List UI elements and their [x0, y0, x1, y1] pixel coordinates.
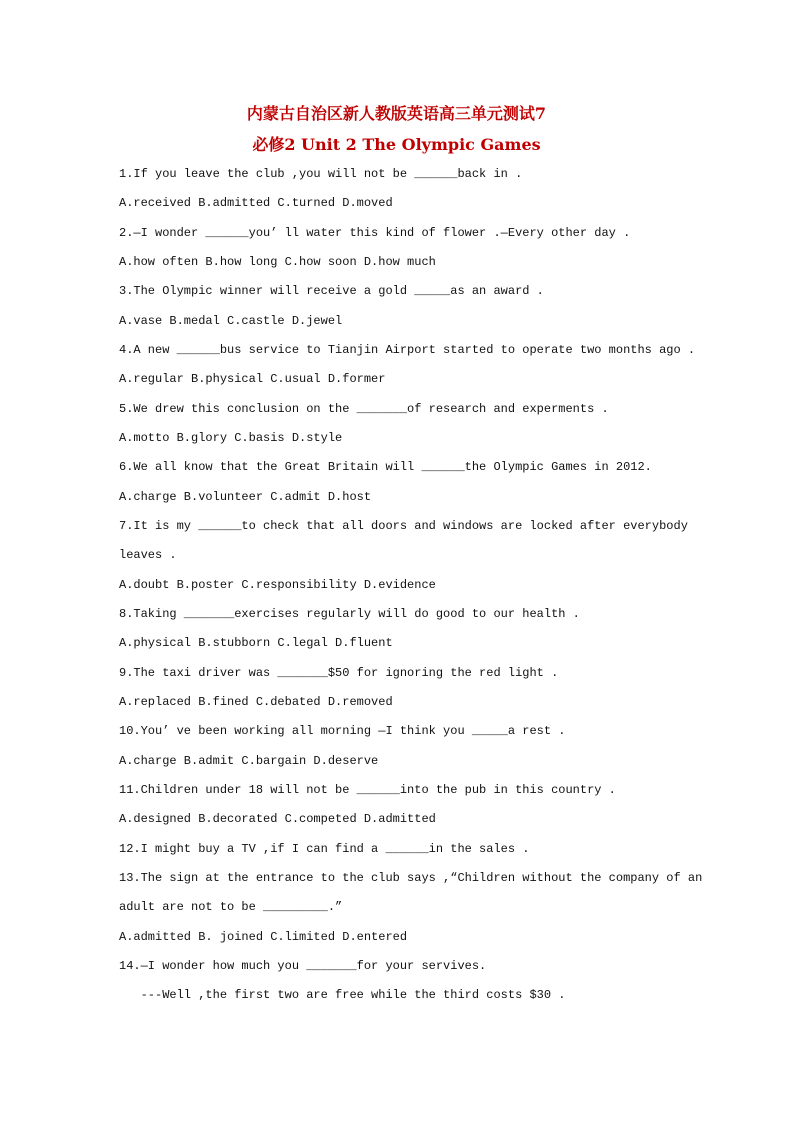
options-13: A.admitted B. joined C.limited D.entered: [119, 930, 408, 944]
question-13: 13.The sign at the entrance to the club says ,“Children without the company of an: [119, 871, 703, 885]
question-12: 12.I might buy a TV ,if I can find a ______in the sales .: [119, 842, 530, 856]
question-14: 14.—I wonder how much you _______for your servives.: [119, 959, 487, 973]
question-11: 11.Children under 18 will not be ______into the pub in this country .: [119, 783, 616, 797]
options-11: A.designed B.decorated C.competed D.admitted: [119, 812, 436, 826]
question-2: 2.—I wonder ______you’ ll water this kind of flower .—Every other day .: [119, 226, 631, 240]
question-7: 7.It is my ______to check that all doors and windows are locked after everybody: [119, 519, 688, 533]
options-7: A.doubt B.poster C.responsibility D.evidence: [119, 578, 436, 592]
question-6: 6.We all know that the Great Britain will ______the Olympic Games in 2012.: [119, 460, 652, 474]
question-14-cont: ---Well ,the first two are free while the third costs $30 .: [119, 988, 566, 1002]
question-10: 10.You’ ve been working all morning —I think you _____a rest .: [119, 724, 566, 738]
title-line-1: 内蒙古自治区新人教版英语高三单元测试7: [246, 104, 547, 123]
options-4: A.regular B.physical C.usual D.former: [119, 372, 386, 386]
question-4: 4.A new ______bus service to Tianjin Airport started to operate two months ago .: [119, 343, 696, 357]
title-line-2: 必修2 Unit 2 The Olympic Games: [252, 135, 541, 154]
question-9: 9.The taxi driver was _______$50 for ignoring the red light .: [119, 666, 559, 680]
question-1: 1.If you leave the club ,you will not be ______back in .: [119, 167, 523, 181]
options-8: A.physical B.stubborn C.legal D.fluent: [119, 636, 393, 650]
options-1: A.received B.admitted C.turned D.moved: [119, 196, 393, 210]
question-3: 3.The Olympic winner will receive a gold _____as an award .: [119, 284, 544, 298]
options-3: A.vase B.medal C.castle D.jewel: [119, 314, 343, 328]
options-10: A.charge B.admit C.bargain D.deserve: [119, 754, 379, 768]
options-2: A.how often B.how long C.how soon D.how much: [119, 255, 436, 269]
options-9: A.replaced B.fined C.debated D.removed: [119, 695, 393, 709]
question-7-cont: leaves .: [119, 548, 177, 562]
options-5: A.motto B.glory C.basis D.style: [119, 431, 343, 445]
question-13-cont: adult are not to be _________.”: [119, 900, 343, 914]
question-8: 8.Taking _______exercises regularly will do good to our health .: [119, 607, 580, 621]
question-5: 5.We drew this conclusion on the _______of research and experments .: [119, 402, 609, 416]
options-6: A.charge B.volunteer C.admit D.host: [119, 490, 372, 504]
